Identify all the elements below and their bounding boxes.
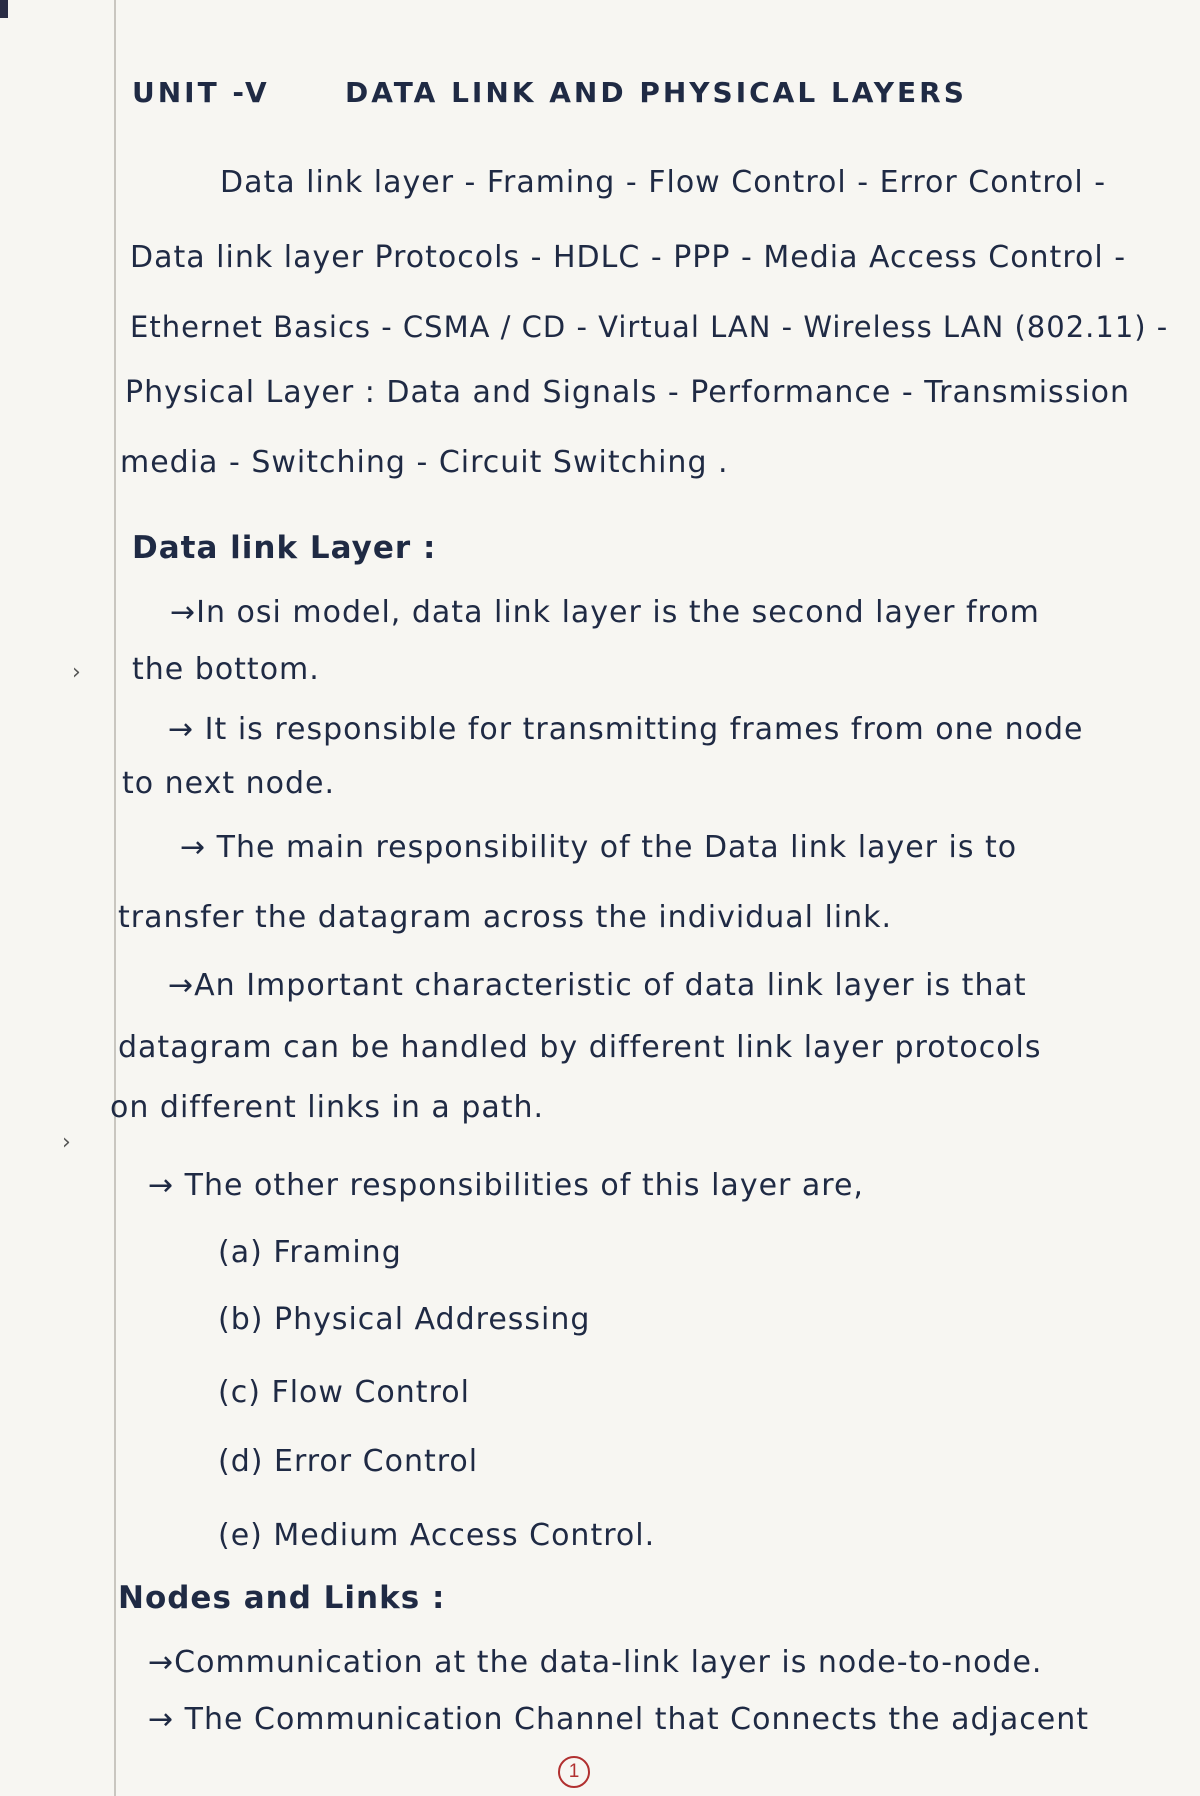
body-line: → The main responsibility of the Data link layer is to <box>180 830 1018 865</box>
section-heading-data-link: Data link Layer : <box>132 530 437 566</box>
body-line: →An Important characteristic of data link layer is that <box>168 968 1027 1003</box>
body-line: →Communication at the data-link layer is node-to-node. <box>148 1645 1043 1680</box>
responsibility-item: (d) Error Control <box>218 1444 479 1479</box>
margin-tick: › <box>72 660 81 685</box>
body-line: the bottom. <box>132 652 320 687</box>
responsibility-item: (a) Framing <box>218 1235 402 1270</box>
responsibility-item: (c) Flow Control <box>218 1375 470 1410</box>
margin-line <box>114 0 116 1796</box>
syllabus-line: Ethernet Basics - CSMA / CD - Virtual LAN - Wireless LAN (802.11) - <box>130 310 1169 344</box>
body-line: → The other responsibilities of this layer are, <box>148 1168 864 1203</box>
responsibility-item: (e) Medium Access Control. <box>218 1518 656 1553</box>
margin-tick: › <box>62 1130 71 1155</box>
syllabus-line: Data link layer Protocols - HDLC - PPP - Media Access Control - <box>130 240 1127 275</box>
unit-label: UNIT -V <box>132 76 270 109</box>
responsibility-item: (b) Physical Addressing <box>218 1302 591 1337</box>
body-line: → It is responsible for transmitting frames from one node <box>168 712 1084 747</box>
body-line: datagram can be handled by different link layer protocols <box>118 1030 1042 1065</box>
body-line: to next node. <box>122 766 336 801</box>
page-title: DATA LINK AND PHYSICAL LAYERS <box>345 76 967 109</box>
body-line: →In osi model, data link layer is the second layer from <box>170 595 1040 630</box>
page-number: 1 <box>558 1756 590 1788</box>
syllabus-line: Data link layer - Framing - Flow Control - Error Control - <box>220 165 1107 200</box>
body-line: on different links in a path. <box>110 1090 545 1125</box>
section-heading-nodes-links: Nodes and Links : <box>118 1580 446 1616</box>
scan-corner-mark <box>0 0 8 18</box>
body-line: → The Communication Channel that Connects the adjacent <box>148 1702 1090 1737</box>
syllabus-line: media - Switching - Circuit Switching . <box>120 445 729 480</box>
body-line: transfer the datagram across the individual link. <box>118 900 893 935</box>
syllabus-line: Physical Layer : Data and Signals - Performance - Transmission <box>125 375 1131 410</box>
